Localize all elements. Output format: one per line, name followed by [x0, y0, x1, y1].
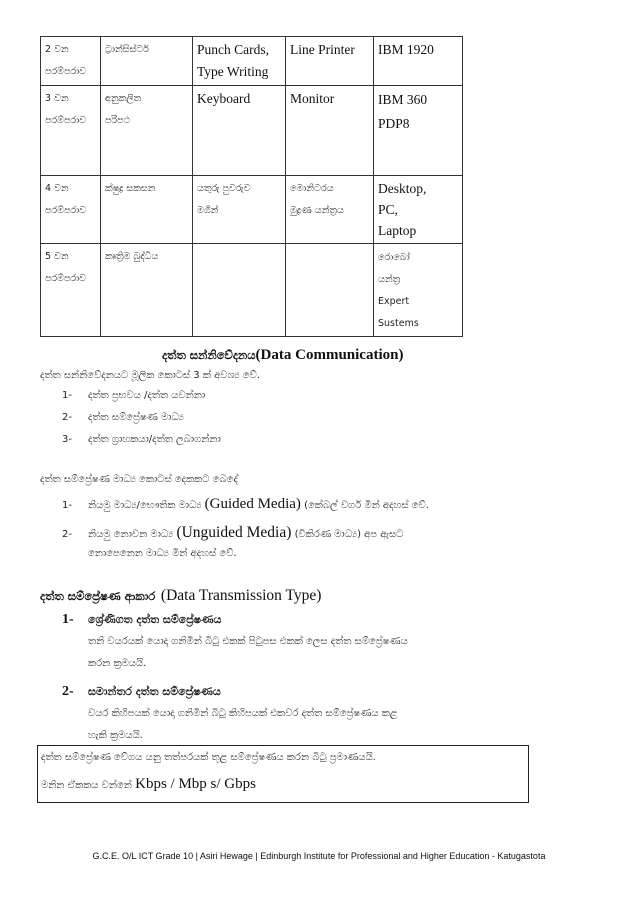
item-number: 1-	[62, 500, 72, 511]
gen-cell: 2 වන පරම්පරාව	[41, 37, 101, 86]
transmission-item-title	[62, 612, 221, 628]
heading-en: (Data Communication)	[255, 347, 404, 363]
media-item	[62, 496, 429, 513]
note-line	[41, 776, 256, 793]
item-number: 1-	[62, 390, 72, 401]
table-row	[41, 37, 463, 86]
gen-cell: 5 වන පරම්පරාව	[41, 244, 101, 337]
section-heading-data-communication	[162, 344, 403, 364]
item-number: 3-	[62, 434, 72, 445]
input-cell: Punch Cards, Type Writing	[193, 37, 286, 86]
section1-intro: දත්ත සන්නිවේදනයට මූලික කොටස් 3 ක් අවශ්‍ය වේ.	[40, 370, 260, 381]
transmission-item-title	[62, 684, 221, 700]
item-number: 2-	[62, 684, 74, 699]
generations-table	[40, 36, 463, 337]
item-text: (කේබල් වර්ග මින් අදහස් වේ.	[304, 500, 429, 511]
example-cell: IBM 360 PDP8	[374, 86, 463, 176]
output-cell: Monitor	[286, 86, 374, 176]
input-cell	[193, 244, 286, 337]
unguided-media-label: (Unguided Media)	[176, 524, 292, 541]
table-row	[41, 244, 463, 337]
transmission-desc: කරන ක්‍රමයයි.	[88, 658, 147, 669]
tech-cell: කෘත්‍රිම බුද්ධිය	[101, 244, 193, 337]
input-cell: Keyboard	[193, 86, 286, 176]
transmission-desc: හැකි ක්‍රමයයි.	[88, 730, 143, 741]
output-cell	[286, 244, 374, 337]
media-item-cont: නොපෙනෙන මාධ්‍ය මින් අදහස් වේ.	[88, 548, 237, 559]
item-title: ශ්‍රේණිගත දත්ත සම්ප්‍රේෂණය	[88, 613, 222, 626]
page-footer: G.C.E. O/L ICT Grade 10 | Asiri Hewage | Edinburgh Institute for Professional and Higher Education - Katugastota	[92, 851, 546, 861]
item-number: 2-	[62, 529, 72, 540]
gen-cell: 4 වන පරම්පරාව	[41, 176, 101, 244]
note-line: දත්ත සම්ප්‍රේෂණ වේගය යනු තත්පරයක් තුළ සම්ප්‍රේෂණය කරන බිටු ප්‍රමාණයයි.	[41, 752, 376, 763]
transmission-desc: තනි වයරයක් යොදා ගනිමින් බිටු එකක් පිටුපස එකක් ලෙස දත්ත සම්ප්‍රේෂණය	[88, 636, 408, 647]
list-item	[62, 390, 205, 401]
item-number: 2-	[62, 412, 72, 423]
item-number: 1-	[62, 612, 74, 627]
item-text: දත්ත සම්ප්‍රේෂණ මාධ්‍ය	[88, 412, 184, 423]
item-text: දත්ත ග්‍රාහකයා/දත්ත ලබාගන්නා	[88, 434, 221, 445]
list-item	[62, 434, 221, 445]
note-text: මනින ඒකකය වන්නේ	[41, 780, 132, 791]
item-text: දත්ත ප්‍රභවය /දත්ත යවන්නා	[88, 390, 206, 401]
item-text: (විකිරණ මාධ්‍ය) අප ඇසට	[294, 529, 404, 540]
guided-media-label: (Guided Media)	[204, 496, 301, 512]
item-title: සමාන්තර දත්ත සම්ප්‍රේෂණය	[88, 685, 221, 698]
section2-intro: දත්ත සම්ප්‍රේෂණ මාධ්‍ය කොටස් දෙකකට බෙදේ	[40, 474, 238, 485]
transmission-desc: වයර කිහිපයක් යොදා ගනිමින් බිටු කිහිපයක් එකවර දත්ත සම්ප්‍රේෂණය කළ	[88, 708, 398, 719]
output-cell: Line Printer	[286, 37, 374, 86]
heading-si: දත්ත සන්නිවේදනය	[162, 348, 256, 362]
heading-en: (Data Transmission Type)	[160, 587, 322, 604]
item-text: නියමු මාධ්‍ය/භෞතික මාධ්‍ය	[88, 500, 202, 511]
transmission-speed-note	[37, 745, 529, 803]
output-cell: මොනිටරය මුද්‍රණ යන්ත්‍රය	[286, 176, 374, 244]
tech-cell: ක්ෂුද්‍ර සකසන	[101, 176, 193, 244]
speed-units: Kbps / Mbp s/ Gbps	[135, 776, 256, 792]
section-heading-transmission-type	[40, 585, 321, 605]
list-item	[62, 412, 184, 423]
media-item	[62, 524, 403, 542]
tech-cell: ට්‍රාන්සිස්ටර්	[101, 37, 193, 86]
item-text: නියමු නොවන මාධ්‍ය	[88, 529, 174, 540]
input-cell: යතුරු පුවරුව මගින්	[193, 176, 286, 244]
example-cell: Desktop, PC, Laptop	[374, 176, 463, 244]
table-row	[41, 176, 463, 244]
example-cell	[374, 244, 463, 337]
table-row	[41, 86, 463, 176]
gen-cell: 3 වන පරම්පරාව	[41, 86, 101, 176]
heading-si: දත්ත සම්ප්‍රේෂණ ආකාර	[40, 589, 156, 603]
example-cell: IBM 1920	[374, 37, 463, 86]
tech-cell: අනුකලිත පරිපථ	[101, 86, 193, 176]
robot-text: රොබෝ යන්ත්‍ර Expert Sustems	[378, 252, 419, 329]
